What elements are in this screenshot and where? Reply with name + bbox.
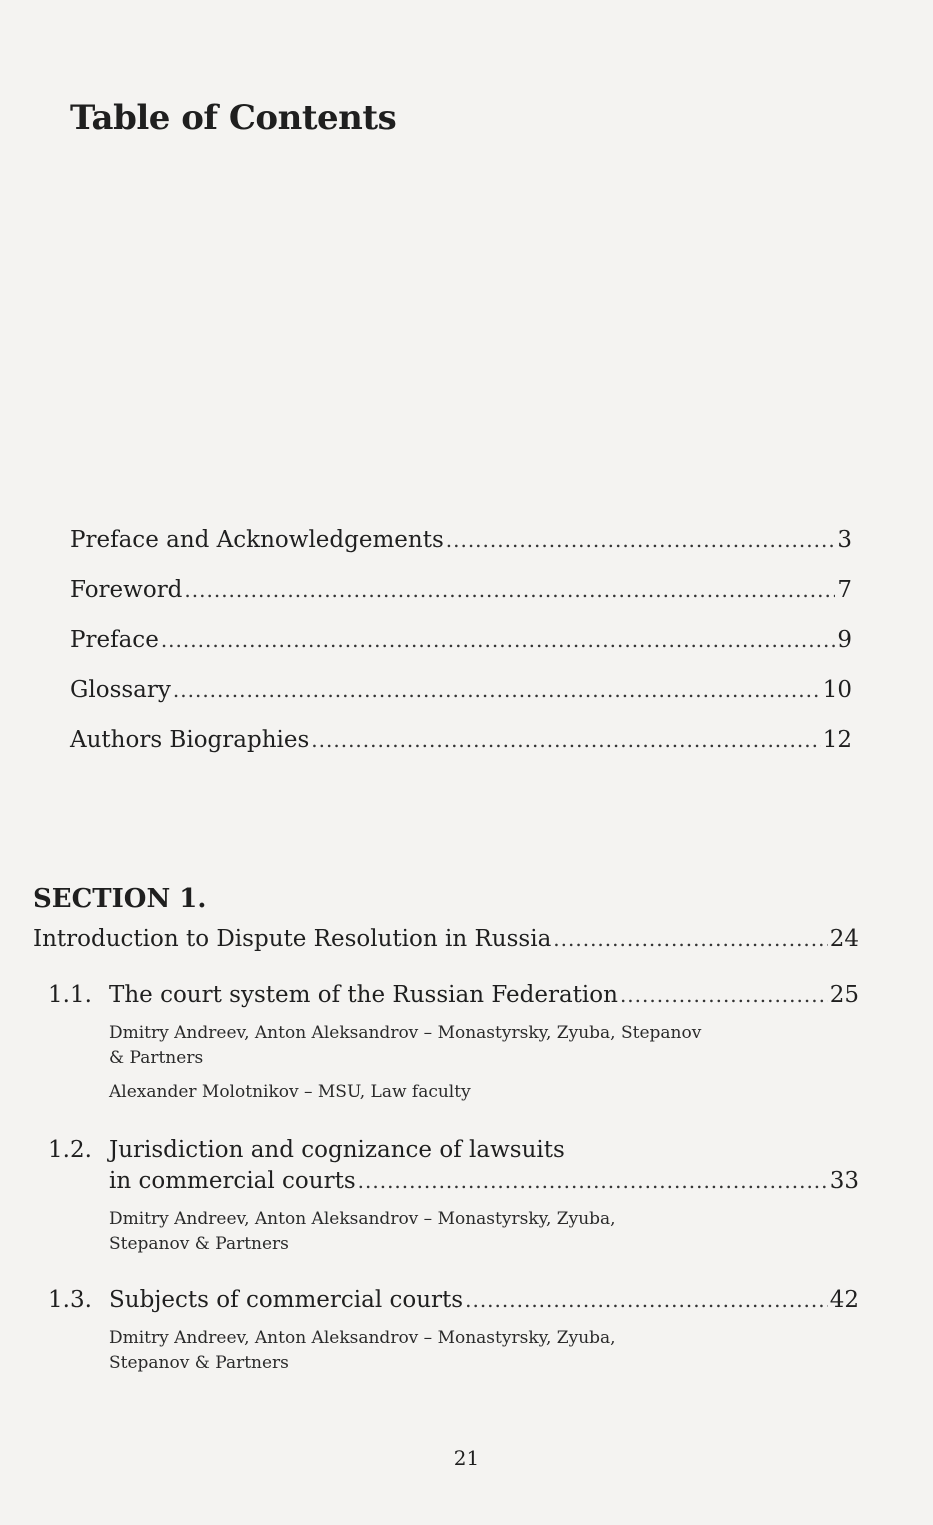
page-number: 21	[453, 1446, 480, 1470]
toc-leader-dots	[173, 678, 821, 702]
toc-item-page: 25	[829, 982, 859, 1008]
toc-item-label: Authors Biographies	[70, 727, 310, 753]
toc-item-page: 33	[829, 1168, 859, 1194]
toc-entry-court-system[interactable]	[109, 982, 859, 1010]
toc-leader-dots	[161, 628, 836, 652]
author-line: Dmitry Andreev, Anton Aleksandrov – Monastyrsky, Zyuba, Stepanov	[109, 1023, 702, 1043]
author-line: Alexander Molotnikov – MSU, Law faculty	[109, 1082, 471, 1103]
toc-leader-dots	[184, 578, 835, 602]
author-line: Dmitry Andreev, Anton Aleksandrov – Monastyrsky, Zyuba,	[109, 1209, 616, 1229]
toc-leader-dots	[620, 983, 828, 1007]
toc-item-label: in commercial courts	[109, 1168, 356, 1194]
toc-item-page: 9	[837, 627, 852, 653]
toc-entry-subjects[interactable]	[109, 1287, 859, 1315]
toc-item-preface-acknowledgements[interactable]	[70, 527, 852, 555]
toc-leader-dots	[311, 728, 820, 752]
entry-number: 1.2.	[48, 1137, 92, 1163]
toc-item-page: 42	[829, 1287, 859, 1313]
entry-title-line[interactable]: Jurisdiction and cognizance of lawsuits	[109, 1137, 565, 1163]
toc-item-preface[interactable]	[70, 627, 852, 655]
entry-authors	[109, 1207, 616, 1256]
toc-item-foreword[interactable]	[70, 577, 852, 605]
toc-item-label: Foreword	[70, 577, 183, 603]
toc-entry-jurisdiction[interactable]	[109, 1168, 859, 1196]
toc-item-page: 7	[837, 577, 852, 603]
entry-authors	[109, 1021, 701, 1105]
author-line: Stepanov & Partners	[109, 1233, 289, 1254]
toc-item-page: 24	[829, 926, 859, 952]
toc-leader-dots	[358, 1169, 828, 1193]
author-line: & Partners	[109, 1047, 204, 1068]
entry-authors	[109, 1326, 616, 1375]
toc-item-glossary[interactable]	[70, 677, 852, 705]
author-line: Stepanov & Partners	[109, 1352, 289, 1373]
toc-item-authors-biographies[interactable]	[70, 727, 852, 755]
toc-leader-dots	[446, 528, 836, 552]
author-line: Dmitry Andreev, Anton Aleksandrov – Monastyrsky, Zyuba,	[109, 1328, 616, 1348]
toc-item-page: 3	[837, 527, 852, 553]
toc-leader-dots	[465, 1288, 828, 1312]
toc-item-label: Preface and Acknowledgements	[70, 527, 444, 553]
page-title: Table of Contents	[70, 98, 397, 138]
toc-section-title[interactable]	[33, 926, 859, 954]
entry-number: 1.1.	[48, 982, 92, 1008]
toc-item-label: Subjects of commercial courts	[109, 1287, 464, 1313]
toc-item-page: 12	[822, 727, 852, 753]
section-heading: SECTION 1.	[33, 884, 207, 914]
entry-number: 1.3.	[48, 1287, 92, 1313]
toc-item-label: Glossary	[70, 677, 171, 703]
toc-item-label: Preface	[70, 627, 159, 653]
toc-item-page: 10	[822, 677, 852, 703]
toc-item-label: The court system of the Russian Federation	[109, 982, 618, 1008]
toc-item-label: Introduction to Dispute Resolution in Russia	[33, 926, 552, 952]
toc-leader-dots	[553, 927, 827, 951]
